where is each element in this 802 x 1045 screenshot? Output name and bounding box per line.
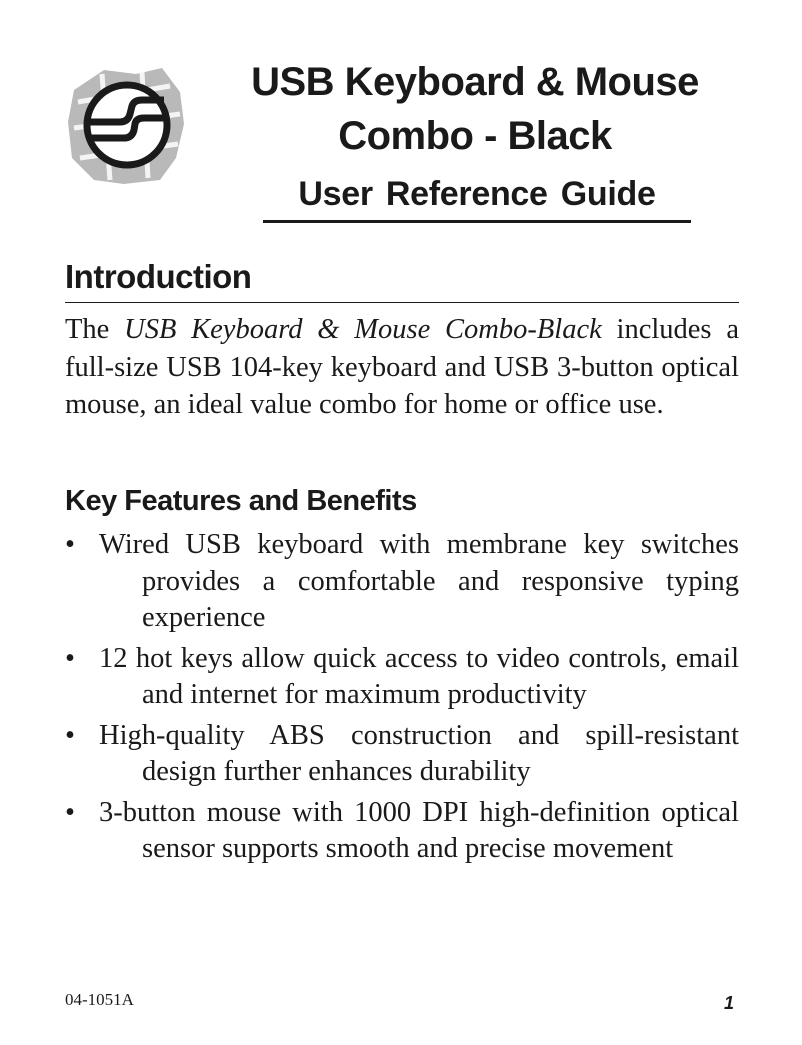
feature-text: 12 hot keys allow quick access to video controls, email and internet for maximum productivity	[99, 642, 739, 710]
intro-text-after: includes a full-size USB 104-key keyboard and USB 3-button optical mouse, an ideal value combo for home or office use.	[65, 314, 739, 420]
document-code: 04-1051A	[65, 990, 134, 1009]
product-name: USB Keyboard & Mouse Combo-Black	[124, 314, 602, 345]
document-subtitle: User Reference Guide	[263, 172, 691, 223]
features-heading: Key Features and Benefits	[65, 485, 417, 517]
page-number: 1	[724, 993, 735, 1013]
document-title-line-1: USB Keyboard & Mouse	[251, 60, 699, 104]
bullet-icon: •	[65, 719, 75, 751]
bullet-icon: •	[65, 529, 75, 560]
document-title-line-2: Combo - Black	[338, 114, 612, 158]
bullet-icon: •	[65, 642, 75, 674]
feature-text: 3-button mouse with 1000 DPI high-definition optical sensor supports smooth and precise movement	[99, 796, 739, 864]
feature-text: Wired USB keyboard with membrane key switches provides a comfortable and responsive typing experience	[99, 529, 739, 633]
introduction-paragraph	[65, 311, 739, 424]
company-logo-icon	[64, 62, 190, 188]
feature-item	[65, 795, 739, 868]
feature-item	[65, 718, 739, 791]
feature-text: High-quality ABS construction and spill-resistant design further enhances durability	[99, 719, 739, 787]
feature-item	[65, 527, 739, 637]
intro-text-before: The	[65, 314, 125, 345]
features-list	[65, 527, 739, 872]
feature-item	[65, 641, 739, 714]
bullet-icon: •	[65, 796, 75, 828]
introduction-heading: Introduction	[65, 256, 739, 303]
